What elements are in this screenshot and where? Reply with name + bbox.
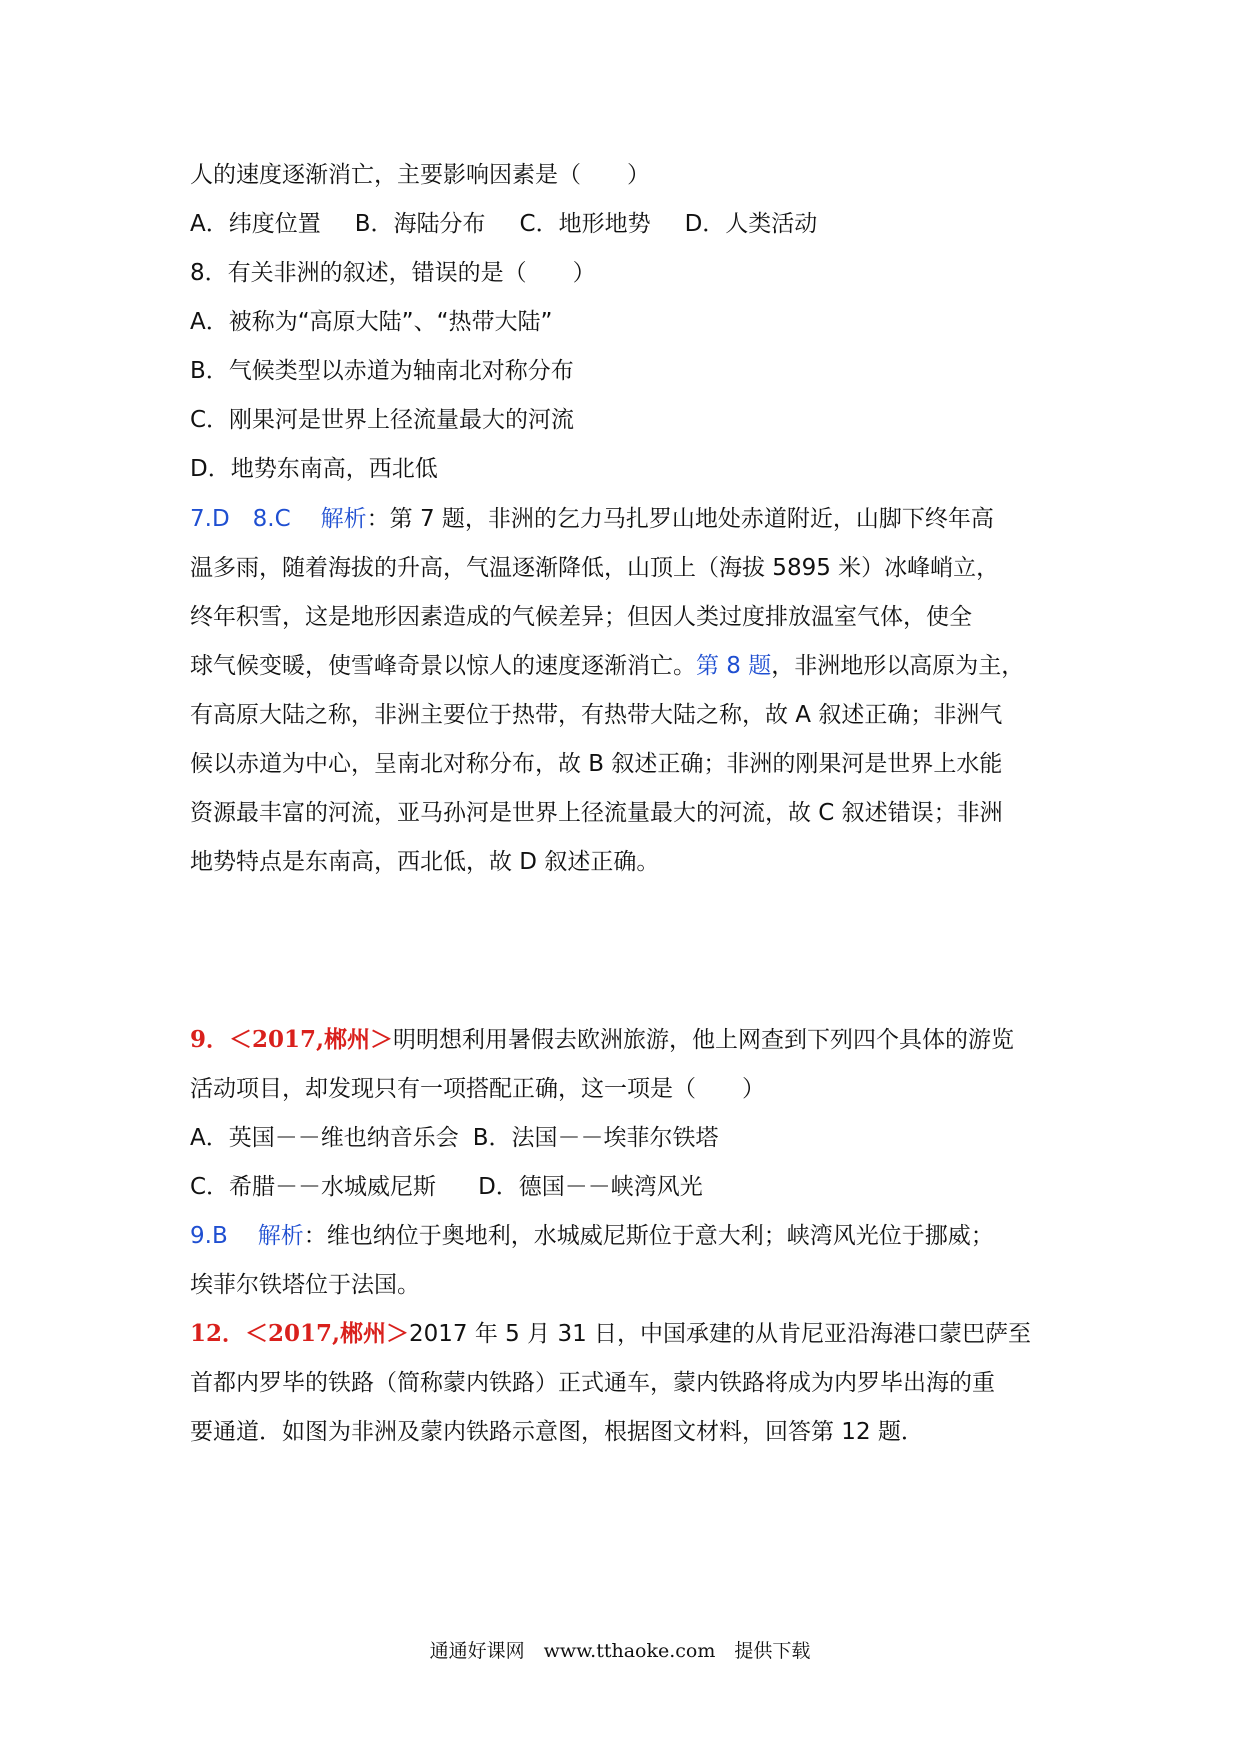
answer-key-7-8: 7.D 8.C	[190, 506, 291, 532]
q8-option-c: C．刚果河是世界上径流量最大的河流	[190, 407, 575, 433]
answer-7-8-line-2: 温多雨，随着海拔的升高，气温逐渐降低，山顶上（海拔 5895 米）冰峰峭立，	[190, 555, 1000, 581]
q7-option-a: A．纬度位置	[190, 211, 321, 237]
q9-options-row-2	[190, 1172, 1060, 1202]
q7-option-b: B．海陆分布	[354, 211, 486, 237]
q8-analysis-label: 第 8 题	[696, 653, 772, 679]
answer-7-8-line-1	[190, 504, 1060, 534]
q9-option-b: B．法国－－埃菲尔铁塔	[472, 1125, 719, 1151]
q9-stem-text: 明明想利用暑假去欧洲旅游，他上网查到下列四个具体的游览	[393, 1027, 1015, 1053]
q9-options-row-1	[190, 1123, 1060, 1153]
q8-stem: 8．有关非洲的叙述，错误的是（ ）	[190, 260, 596, 286]
q8-option-a: A．被称为“高原大陆”、“热带大陆”	[190, 309, 553, 335]
q8-option-d: D．地势东南高，西北低	[190, 456, 438, 482]
answer-7-8-line-7: 资源最丰富的河流，亚马孙河是世界上径流量最大的河流，故 C 叙述错误；非洲	[190, 800, 1003, 826]
q9-option-d: D．德国－－峡湾风光	[478, 1174, 703, 1200]
analysis-label: 解析	[257, 1223, 304, 1249]
answer-7-8-line-4	[190, 651, 1060, 681]
q12-stem-line-1	[190, 1319, 1060, 1349]
answer-key-9: 9.B	[190, 1223, 228, 1249]
q7-continuation: 人的速度逐渐消亡，主要影响因素是（ ）	[190, 162, 650, 188]
analysis-text: ，非洲地形以高原为主，	[771, 653, 1025, 679]
q7-options	[190, 209, 1060, 239]
q9-number-source: 9．＜2017,郴州＞	[190, 1026, 394, 1053]
page-footer: 通通好课网 www.tthaoke.com 提供下载	[429, 1640, 811, 1662]
analysis-text: ：维也纳位于奥地利，水城威尼斯位于意大利；峡湾风光位于挪威；	[303, 1223, 994, 1249]
q12-stem-text: 2017 年 5 月 31 日，中国承建的从肯尼亚沿海港口蒙巴萨至	[409, 1321, 1032, 1347]
q9-stem-line-2: 活动项目，却发现只有一项搭配正确，这一项是（ ）	[190, 1076, 765, 1102]
q7-option-d: D．人类活动	[684, 211, 818, 237]
answer-7-8-line-8: 地势特点是东南高，西北低，故 D 叙述正确。	[190, 849, 660, 875]
answer-9-line-2: 埃菲尔铁塔位于法国。	[190, 1272, 420, 1298]
analysis-label: 解析	[320, 506, 367, 532]
answer-7-8-line-6: 候以赤道为中心，呈南北对称分布，故 B 叙述正确；非洲的刚果河是世界上水能	[190, 751, 1003, 777]
q8-option-b: B．气候类型以赤道为轴南北对称分布	[190, 358, 574, 384]
answer-7-8-line-5: 有高原大陆之称，非洲主要位于热带，有热带大陆之称，故 A 叙述正确；非洲气	[190, 702, 1003, 728]
q9-option-a: A．英国－－维也纳音乐会	[190, 1125, 459, 1151]
analysis-text: ：第 7 题，非洲的乞力马扎罗山地处赤道附近，山脚下终年高	[366, 506, 994, 532]
q7-option-c: C．地形地势	[519, 211, 651, 237]
q9-option-c: C．希腊－－水城威尼斯	[190, 1174, 437, 1200]
analysis-text: 球气候变暖，使雪峰奇景以惊人的速度逐渐消亡。	[190, 653, 696, 679]
q12-number-source: 12．＜2017,郴州＞	[190, 1320, 410, 1347]
q12-stem-line-3: 要通道．如图为非洲及蒙内铁路示意图，根据图文材料，回答第 12 题．	[190, 1419, 924, 1445]
q12-stem-line-2: 首都内罗毕的铁路（简称蒙内铁路）正式通车，蒙内铁路将成为内罗毕出海的重	[190, 1370, 995, 1396]
answer-9-line-1	[190, 1221, 1060, 1251]
answer-7-8-line-3: 终年积雪，这是地形因素造成的气候差异；但因人类过度排放温室气体，使全	[190, 604, 972, 630]
q9-stem-line-1	[190, 1025, 1060, 1055]
